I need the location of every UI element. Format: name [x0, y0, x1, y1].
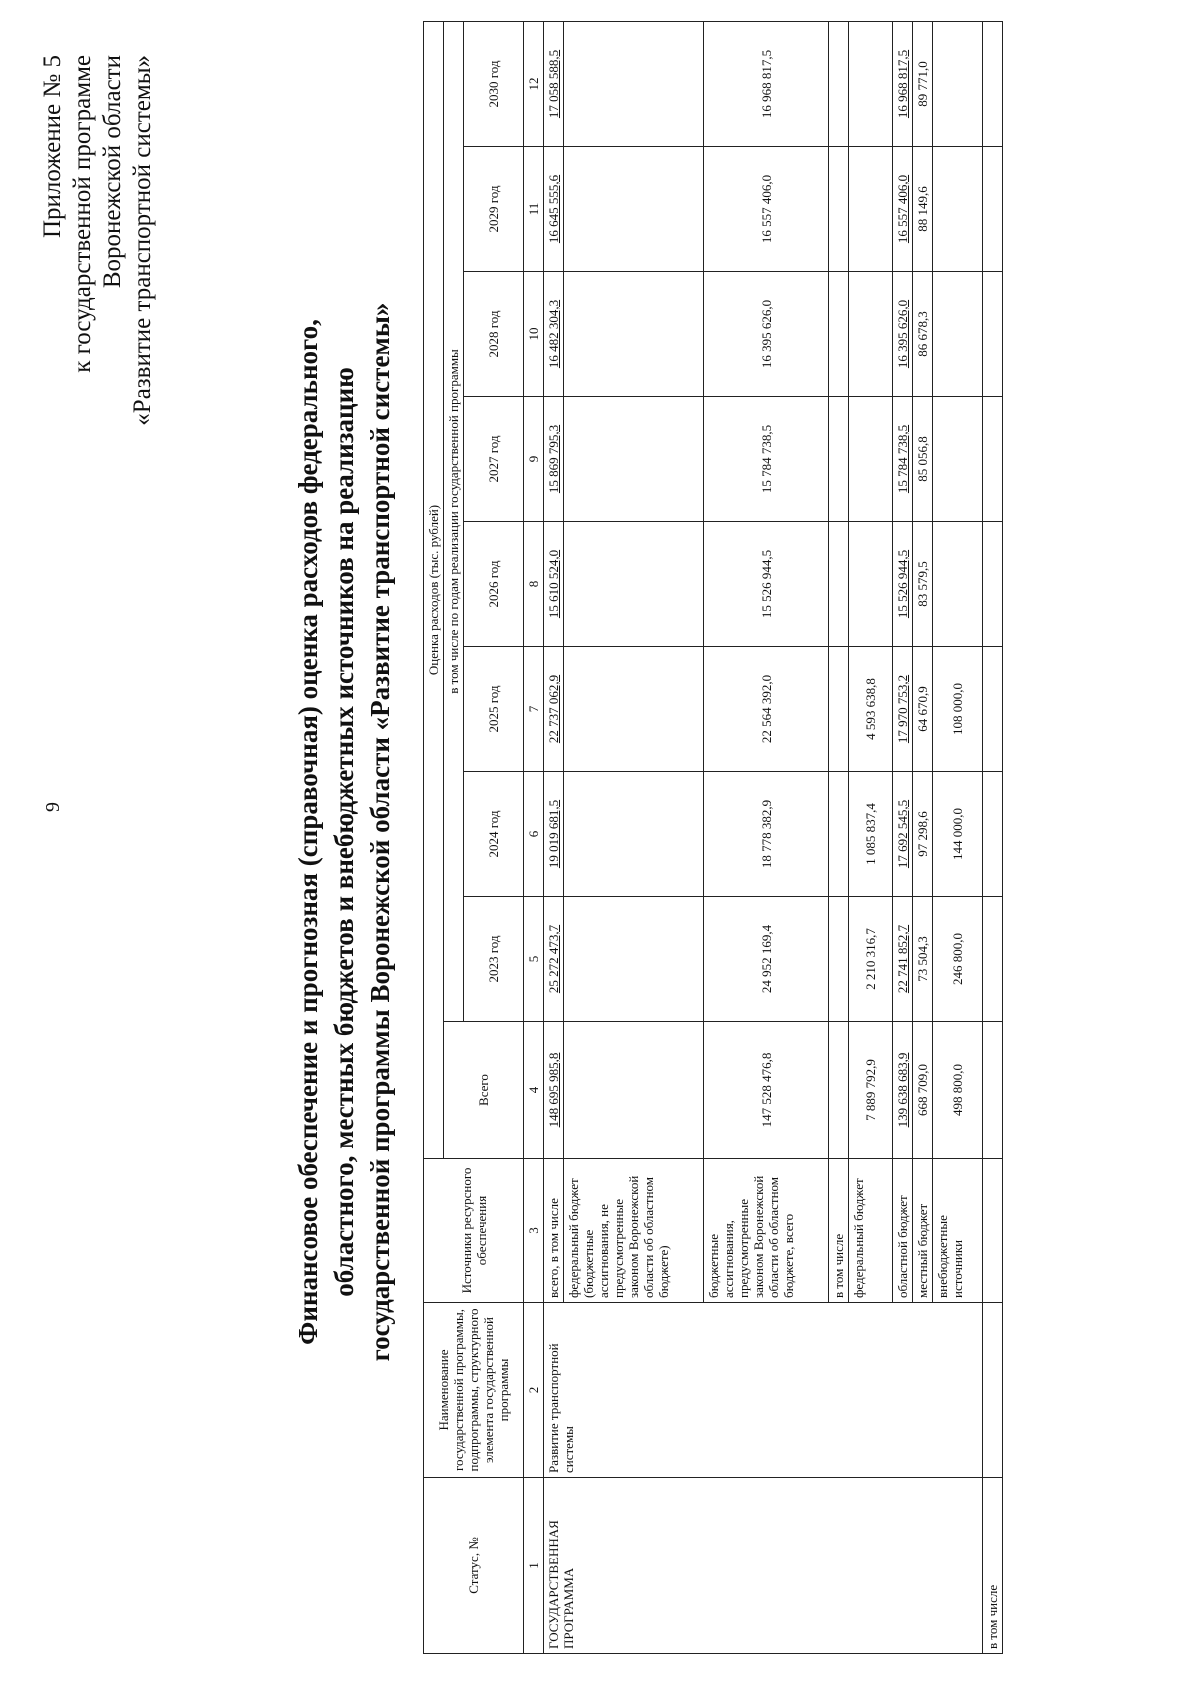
value-cell: 144 000,0: [933, 772, 983, 897]
value-cell: 108 000,0: [933, 647, 983, 772]
value-cell: [933, 272, 983, 397]
value-cell: 25 272 473,7: [544, 897, 564, 1022]
value-cell: 4 593 638,8: [849, 647, 893, 772]
value-cell: 22 737 062,9: [544, 647, 564, 772]
value-cell: 16 968 817,5: [704, 21, 829, 146]
table-row: [544, 21, 564, 1653]
value-cell: [933, 522, 983, 647]
empty-cell: [983, 1022, 1003, 1159]
value-cell: 85 056,8: [913, 397, 933, 522]
table-row: [983, 21, 1003, 1653]
column-number: 8: [524, 522, 544, 647]
column-number: 6: [524, 772, 544, 897]
empty-cell: [829, 21, 849, 146]
header-total: Всего: [444, 1022, 524, 1159]
appendix-line: Приложение № 5: [39, 55, 66, 239]
value-cell: 2 210 316,7: [849, 897, 893, 1022]
value-cell: [933, 397, 983, 522]
empty-cell: [983, 897, 1003, 1022]
column-number: 3: [524, 1159, 544, 1303]
column-number: 11: [524, 147, 544, 272]
header-name: Наименование государственной программы, подпрограммы, структурного элемента государственной программы: [424, 1303, 524, 1478]
value-cell: 16 557 406,0: [704, 147, 829, 272]
finance-table: [423, 21, 1003, 1654]
value-cell: 22 741 852,7: [893, 897, 913, 1022]
appendix-header: [38, 55, 158, 475]
header-year: 2027 год: [464, 397, 524, 522]
header-year: 2029 год: [464, 147, 524, 272]
value-cell: 139 638 683,9: [893, 1022, 913, 1159]
finance-table-wrapper: [423, 22, 1003, 1654]
column-number: 5: [524, 897, 544, 1022]
value-cell: [564, 522, 704, 647]
value-cell: [564, 397, 704, 522]
value-cell: [564, 647, 704, 772]
header-year: 2024 год: [464, 772, 524, 897]
empty-cell: [983, 272, 1003, 397]
value-cell: 1 085 837,4: [849, 772, 893, 897]
document-title: [290, 302, 398, 1362]
value-cell: 24 952 169,4: [704, 897, 829, 1022]
column-number: 9: [524, 397, 544, 522]
header-year: 2030 год: [464, 21, 524, 146]
value-cell: 246 800,0: [933, 897, 983, 1022]
column-number-row: [524, 21, 544, 1653]
value-cell: [849, 272, 893, 397]
value-cell: [564, 772, 704, 897]
source-label: областной бюджет: [893, 1159, 913, 1303]
value-cell: 83 579,5: [913, 522, 933, 647]
value-cell: 15 526 944,5: [893, 522, 913, 647]
empty-cell: [829, 647, 849, 772]
value-cell: 148 695 985,8: [544, 1022, 564, 1159]
value-cell: 18 778 382,9: [704, 772, 829, 897]
value-cell: 19 019 681,5: [544, 772, 564, 897]
page-number: 9: [42, 802, 64, 812]
column-number: 4: [524, 1022, 544, 1159]
title-line: государственной программы Воронежской области «Развитие транспортной системы»: [365, 302, 395, 1362]
source-label: бюджетные ассигнования, предусмотренные законом Воронежской области об областном бюджете, всего: [704, 1159, 829, 1303]
value-cell: 16 395 626,0: [704, 272, 829, 397]
empty-cell: [983, 647, 1003, 772]
column-number: 1: [524, 1478, 544, 1654]
footer-label: в том числе: [983, 1478, 1003, 1654]
value-cell: [849, 147, 893, 272]
value-cell: [564, 272, 704, 397]
value-cell: 16 645 555,6: [544, 147, 564, 272]
value-cell: 89 771,0: [913, 21, 933, 146]
value-cell: 7 889 792,9: [849, 1022, 893, 1159]
value-cell: 498 800,0: [933, 1022, 983, 1159]
value-cell: [564, 147, 704, 272]
value-cell: 64 670,9: [913, 647, 933, 772]
value-cell: 16 968 817,5: [893, 21, 913, 146]
source-label: местный бюджет: [913, 1159, 933, 1303]
value-cell: 16 395 626,0: [893, 272, 913, 397]
title-line: Финансовое обеспечение и прогнозная (справочная) оценка расходов федерального,: [293, 319, 323, 1345]
header-status: Статус, №: [424, 1478, 524, 1654]
value-cell: 17 692 545,5: [893, 772, 913, 897]
column-number: 7: [524, 647, 544, 772]
value-cell: 17 970 753,2: [893, 647, 913, 772]
empty-cell: [829, 1022, 849, 1159]
value-cell: 97 298,6: [913, 772, 933, 897]
value-cell: [849, 397, 893, 522]
value-cell: 88 149,6: [913, 147, 933, 272]
header-by-years: в том числе по годам реализации государственной программы: [444, 21, 464, 1021]
empty-cell: [983, 1303, 1003, 1478]
empty-cell: [829, 772, 849, 897]
value-cell: 16 557 406,0: [893, 147, 913, 272]
value-cell: 15 784 738,5: [704, 397, 829, 522]
empty-cell: [983, 772, 1003, 897]
column-number: 10: [524, 272, 544, 397]
empty-cell: [983, 147, 1003, 272]
column-number: 12: [524, 21, 544, 146]
value-cell: [564, 1022, 704, 1159]
header-year: 2028 год: [464, 272, 524, 397]
value-cell: 15 526 944,5: [704, 522, 829, 647]
title-line: областного, местных бюджетов и внебюджетных источников на реализацию: [329, 367, 359, 1297]
value-cell: [933, 147, 983, 272]
empty-cell: [829, 522, 849, 647]
value-cell: [849, 21, 893, 146]
program-name: Развитие транспортной системы: [544, 1303, 983, 1478]
value-cell: 15 784 738,5: [893, 397, 913, 522]
header-year: 2023 год: [464, 897, 524, 1022]
empty-cell: [829, 397, 849, 522]
value-cell: 16 482 304,3: [544, 272, 564, 397]
header-year: 2025 год: [464, 647, 524, 772]
source-label: всего, в том числе: [544, 1159, 564, 1303]
value-cell: 15 869 795,3: [544, 397, 564, 522]
empty-cell: [983, 397, 1003, 522]
value-cell: [849, 522, 893, 647]
value-cell: [564, 897, 704, 1022]
appendix-line: к государственной программе: [69, 55, 96, 373]
source-label: федеральный бюджет: [849, 1159, 893, 1303]
empty-cell: [829, 897, 849, 1022]
appendix-line: Воронежской области: [99, 55, 126, 289]
value-cell: 86 678,3: [913, 272, 933, 397]
value-cell: 15 610 524,0: [544, 522, 564, 647]
source-label: внебюджетные источники: [933, 1159, 983, 1303]
empty-cell: [829, 272, 849, 397]
header-source: Источники ресурсного обеспечения: [424, 1159, 524, 1303]
header-estimate: Оценка расходов (тыс. рублей): [424, 21, 444, 1158]
value-cell: 668 709,0: [913, 1022, 933, 1159]
value-cell: 73 504,3: [913, 897, 933, 1022]
value-cell: 17 058 588,5: [544, 21, 564, 146]
program-status: ГОСУДАРСТВЕННАЯ ПРОГРАММА: [544, 1478, 983, 1654]
empty-cell: [983, 21, 1003, 146]
value-cell: 22 564 392,0: [704, 647, 829, 772]
appendix-line: «Развитие транспортной системы»: [129, 55, 156, 426]
empty-cell: [983, 1159, 1003, 1303]
source-label: федеральный бюджет (бюджетные ассигнования, не предусмотренные законом Воронежской области об областном бюджете): [564, 1159, 704, 1303]
value-cell: 147 528 476,8: [704, 1022, 829, 1159]
empty-cell: [829, 147, 849, 272]
value-cell: [564, 21, 704, 146]
column-number: 2: [524, 1303, 544, 1478]
value-cell: [933, 21, 983, 146]
header-year: 2026 год: [464, 522, 524, 647]
source-label: в том числе: [829, 1159, 849, 1303]
empty-cell: [983, 522, 1003, 647]
